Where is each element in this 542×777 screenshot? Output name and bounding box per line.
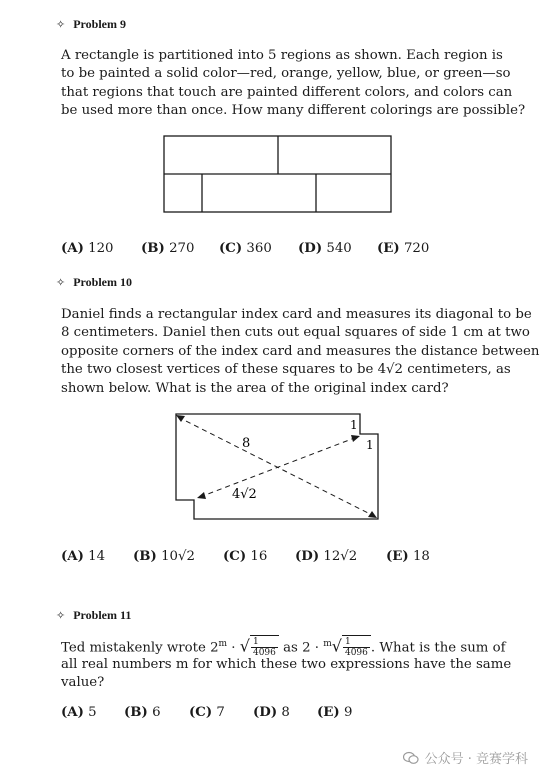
choice-d: (D) 540 — [298, 241, 352, 256]
four-point-star-icon: ✧ — [56, 277, 66, 289]
problem-11-text — [61, 632, 512, 693]
choice-e: (E) 9 — [317, 705, 353, 720]
problem-11-heading — [56, 608, 131, 623]
text-line: 8 centimeters. Daniel then cuts out equal squares of side 1 cm at two — [61, 325, 530, 341]
choice-b: (B) 6 — [124, 705, 161, 720]
problem-9-text — [61, 47, 526, 121]
text-line: A rectangle is partitioned into 5 regions as shown. Each region is — [61, 48, 503, 63]
text-line: opposite corners of the index card and measures the distance between — [61, 343, 540, 359]
four-point-star-icon: ✧ — [56, 610, 66, 622]
choice-d: (D) 12√2 — [295, 549, 358, 564]
choice-c: (C) 16 — [223, 549, 268, 564]
problem-10-text — [61, 306, 540, 398]
diagonal-label: 8 — [242, 436, 251, 451]
partitioned-rectangle-figure — [160, 133, 396, 215]
text-line: that regions that touch are painted different colors, and colors can — [61, 84, 513, 100]
choice-c: (C) 360 — [219, 241, 272, 256]
problem-title: Problem 10 — [73, 275, 132, 289]
text-line: Daniel finds a rectangular index card and measures its diagonal to be — [61, 307, 532, 322]
cut-side-label: 1 — [366, 438, 374, 452]
cut-side-label: 1 — [350, 418, 358, 432]
four-point-star-icon: ✧ — [56, 19, 66, 31]
index-card-figure — [170, 410, 386, 526]
watermark — [403, 748, 528, 767]
text-line: the two closest vertices of these squares to be 4√2 centimeters, as — [61, 362, 511, 378]
problem-title: Problem 9 — [73, 17, 126, 31]
long-diagonal — [178, 417, 376, 517]
arrowhead — [351, 435, 360, 442]
choice-c: (C) 7 — [189, 705, 225, 720]
short-distance-label: 4√2 — [232, 487, 257, 502]
text-line: value? — [61, 675, 105, 691]
text-line-with-math: Ted mistakenly wrote $2^m$ · √ $\frac{1}{4096}$ as 2 · $^m$√ $\frac{1}{4096}$ . What is the sum of — [61, 636, 506, 659]
watermark-text: 公众号 · 竞赛学科 — [424, 752, 528, 767]
wechat-icon — [403, 751, 419, 765]
choice-a: (A) 14 — [61, 549, 106, 564]
text-line: be used more than once. How many different colorings are possible? — [61, 103, 526, 119]
choice-e: (E) 18 — [386, 549, 430, 564]
text-line: to be painted a solid color—red, orange, yellow, blue, or green—so — [61, 66, 511, 82]
problem-title: Problem 11 — [73, 608, 132, 622]
choice-a: (A) 120 — [61, 241, 114, 256]
choice-b: (B) 270 — [141, 241, 195, 256]
problem-10-heading — [56, 275, 132, 290]
choice-e: (E) 720 — [377, 241, 430, 256]
arrowhead — [197, 492, 206, 499]
choice-d: (D) 8 — [253, 705, 290, 720]
text-line: shown below. What is the area of the original index card? — [61, 380, 449, 396]
arrowhead — [368, 511, 377, 518]
arrowhead — [176, 415, 185, 422]
short-diagonal — [200, 437, 357, 497]
choice-b: (B) 10√2 — [133, 549, 195, 564]
text-line: all real numbers m for which these two expressions have the same — [61, 657, 512, 672]
problem-9-heading — [56, 17, 126, 32]
choice-a: (A) 5 — [61, 705, 97, 720]
